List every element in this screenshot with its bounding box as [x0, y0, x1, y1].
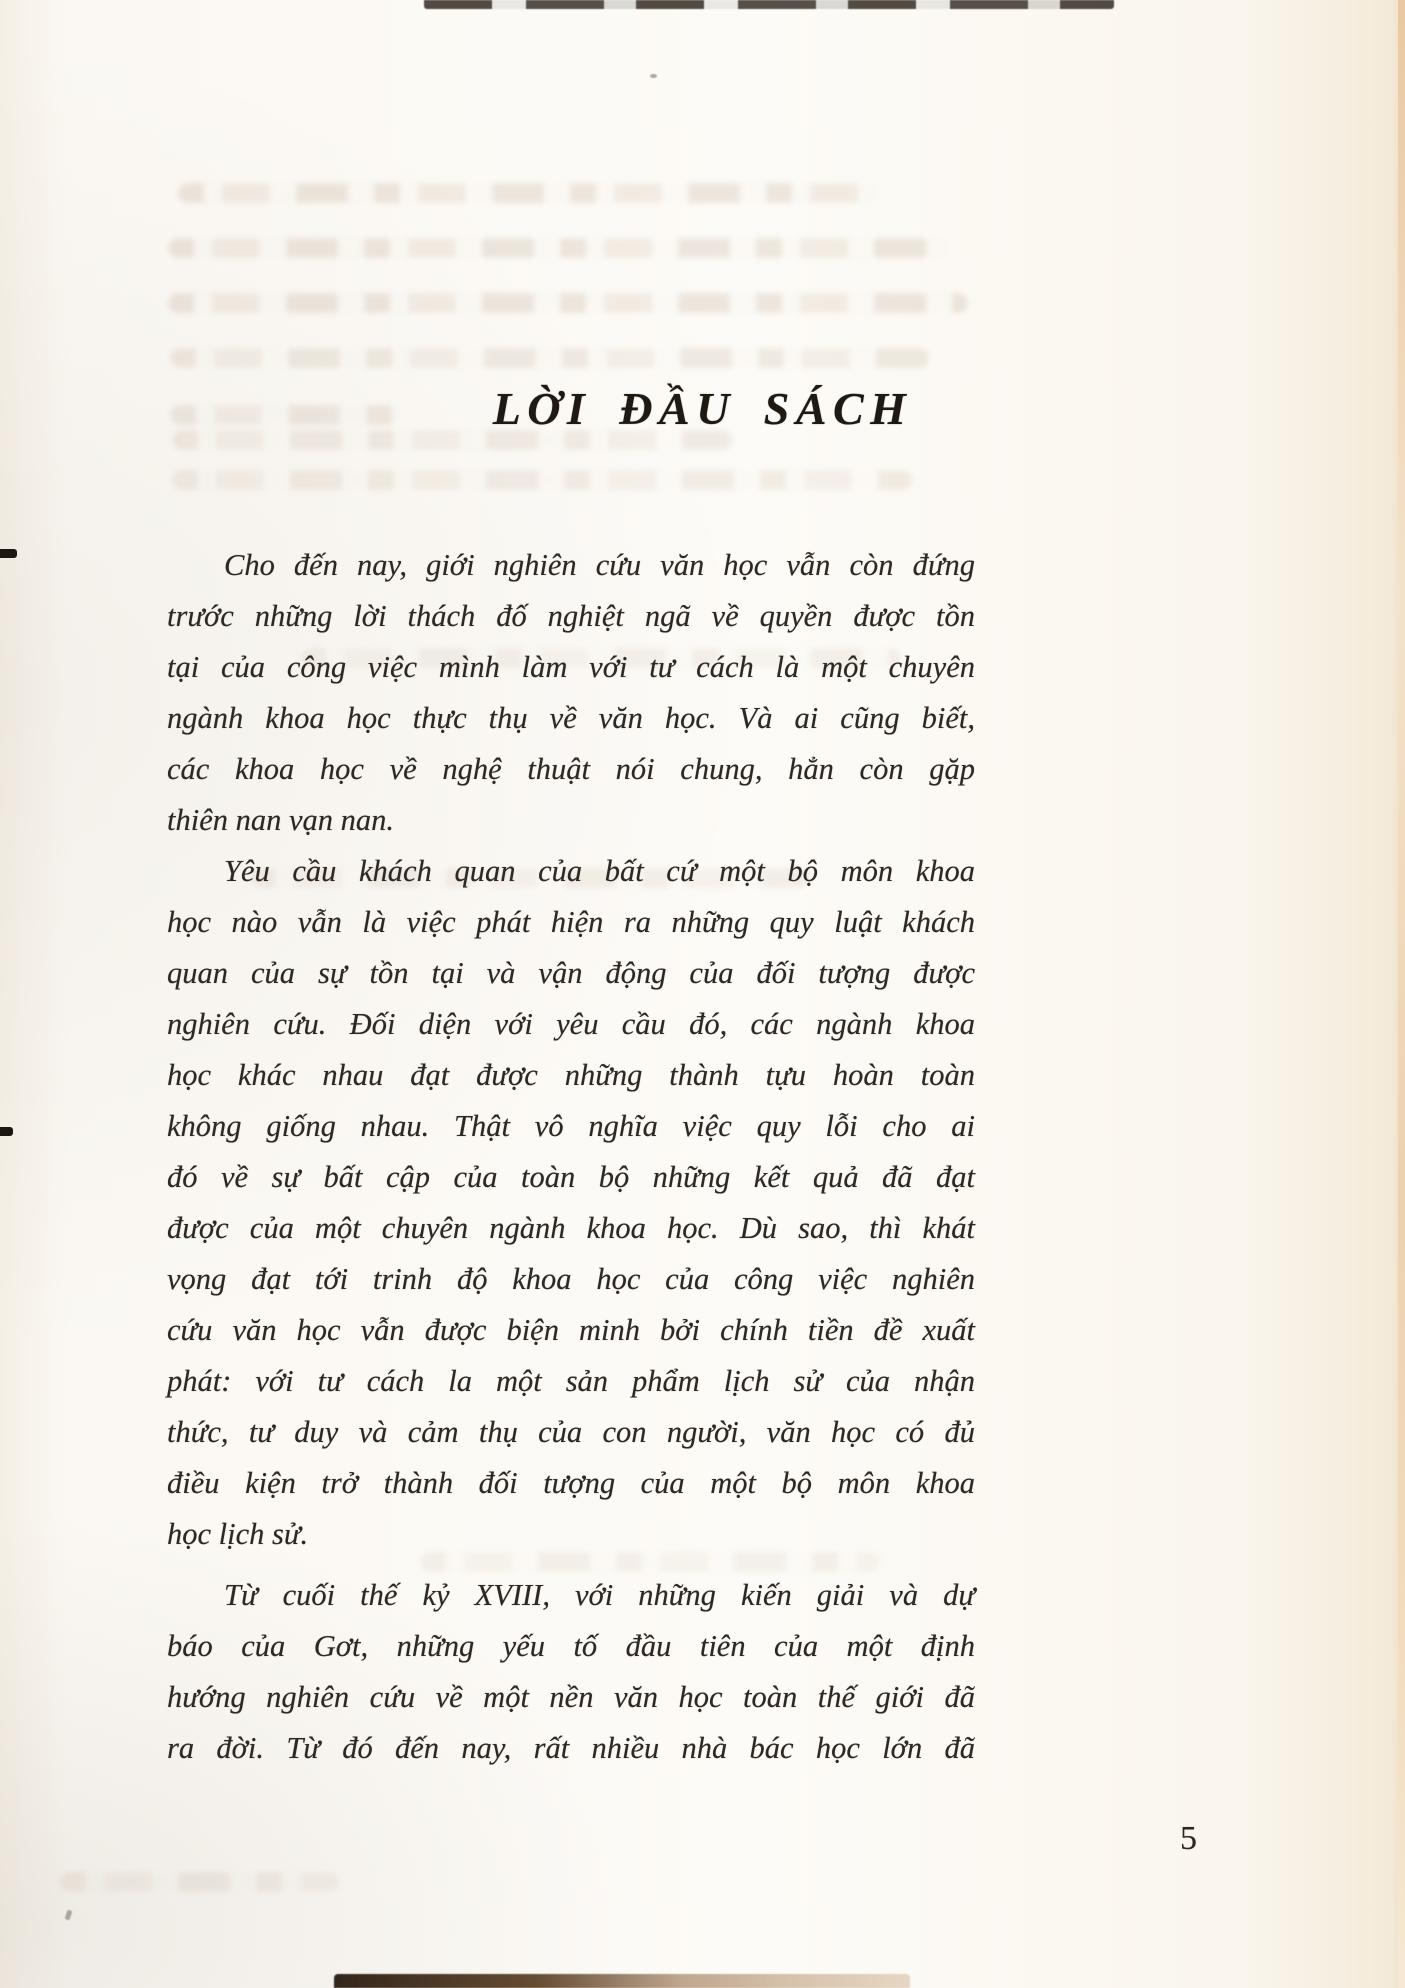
text-line: không giống nhau. Thật vô nghĩa việc quy lỗi cho ai — [167, 1109, 975, 1143]
text-line: báo của Gơt, những yếu tố đầu tiên của một định — [167, 1629, 975, 1663]
text-line: học khác nhau đạt được những thành tựu hoàn toàn — [167, 1058, 975, 1092]
paragraph — [167, 540, 975, 846]
text-line: ngành khoa học thực thụ về văn học. Và ai cũng biết, — [167, 701, 975, 735]
text-line: Từ cuối thế kỷ XVIII, với những kiến giải và dự — [224, 1578, 975, 1612]
text-line: thiên nan vạn nan. — [167, 803, 395, 837]
text-line: trước những lời thách đố nghiệt ngã về quyền được tồn — [167, 599, 975, 633]
scan-speck — [65, 1909, 73, 1920]
text-line: điều kiện trở thành đối tượng của một bộ môn khoa — [167, 1466, 975, 1500]
text-line: phát: với tư cách la một sản phẩm lịch sử của nhận — [167, 1364, 975, 1398]
scan-top-edge-artifact — [424, 0, 1114, 9]
page-number: 5 — [1180, 1820, 1197, 1857]
scan-speck — [650, 74, 657, 78]
text-line: ra đời. Từ đó đến nay, rất nhiều nhà bác học lớn đã — [167, 1731, 975, 1765]
text-line: vọng đạt tới trinh độ khoa học của công việc nghiên — [167, 1262, 975, 1296]
bleed-through-text — [168, 238, 948, 258]
text-line: Yêu cầu khách quan của bất cứ một bộ môn khoa — [224, 854, 975, 888]
text-line: các khoa học về nghệ thuật nói chung, hẳn còn gặp — [167, 752, 975, 786]
text-line: đó về sự bất cập của toàn bộ những kết quả đã đạt — [167, 1160, 975, 1194]
paragraph — [167, 1570, 975, 1774]
text-line: tại của công việc mình làm với tư cách là một chuyên — [167, 650, 975, 684]
bleed-through-text — [60, 1872, 340, 1892]
scan-bottom-edge-artifact — [334, 1974, 910, 1988]
scan-left-mark — [0, 1127, 13, 1136]
page-title: LỜI ĐẦU SÁCH — [492, 383, 913, 434]
bleed-through-text — [172, 470, 912, 490]
paragraph — [167, 846, 975, 1560]
scan-left-mark — [0, 549, 17, 558]
bleed-through-text — [170, 348, 930, 368]
bleed-through-text — [178, 183, 878, 203]
text-line: Cho đến nay, giới nghiên cứu văn học vẫn còn đứng — [224, 548, 975, 582]
body-text — [167, 540, 975, 1774]
text-line: học nào vẫn là việc phát hiện ra những quy luật khách — [167, 905, 975, 939]
text-line: cứu văn học vẫn được biện minh bởi chính tiền đề xuất — [167, 1313, 975, 1347]
text-line: hướng nghiên cứu về một nền văn học toàn thế giới đã — [167, 1680, 975, 1714]
text-line: thức, tư duy và cảm thụ của con người, văn học có đủ — [167, 1415, 975, 1449]
text-line: được của một chuyên ngành khoa học. Dù sao, thì khát — [167, 1211, 975, 1245]
text-line: quan của sự tồn tại và vận động của đối tượng được — [167, 956, 975, 990]
text-line: nghiên cứu. Đối diện với yêu cầu đó, các ngành khoa — [167, 1007, 975, 1041]
text-line: học lịch sử. — [167, 1517, 309, 1551]
bleed-through-text — [168, 293, 968, 313]
scan-right-edge-shade — [1398, 0, 1405, 1988]
